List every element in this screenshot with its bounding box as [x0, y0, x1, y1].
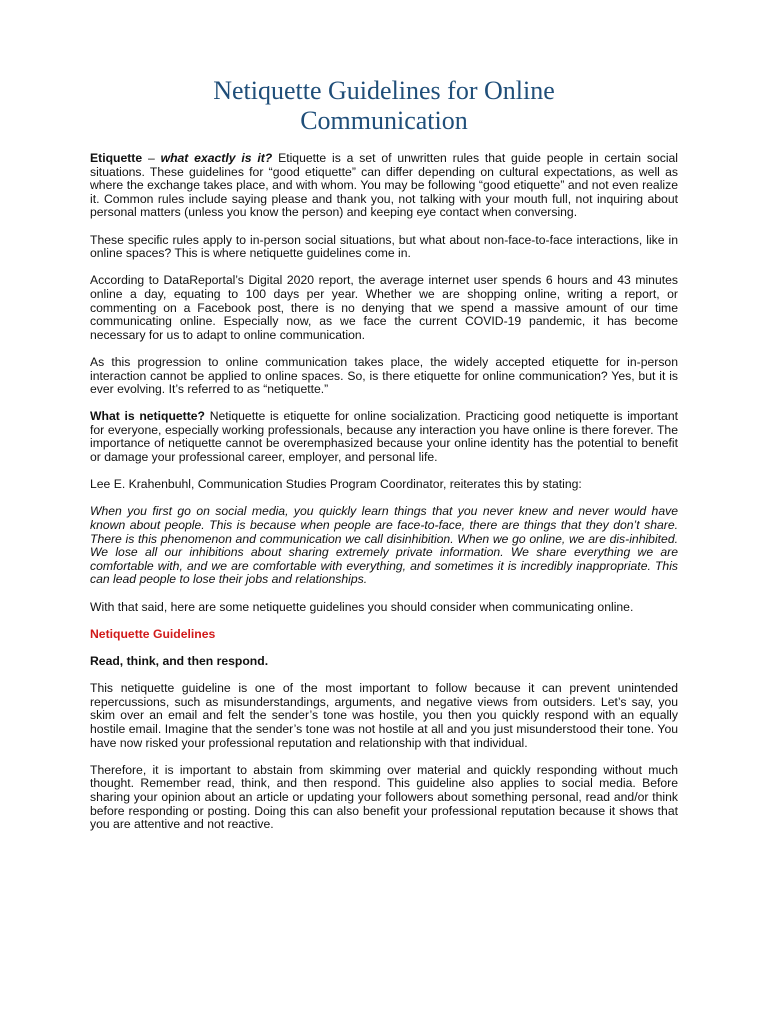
netiquette-text: Netiquette is etiquette for online socialization. Practicing good netiquette is important for everyone, especially working professionals, because any interaction you have online is there forever. The importance of netiquette cannot be overemphasized because your online identity has the potential to benefit or damage your professional career, employer, and personal life. — [90, 409, 678, 465]
paragraph-what-is-netiquette — [90, 410, 678, 464]
title-line-2: Communication — [300, 106, 468, 135]
paragraph-in-person-rules: These specific rules apply to in-person social situations, but what about non-face-to-face interactions, like in online spaces? This is where netiquette guidelines come in. — [90, 232, 678, 261]
paragraph-guideline-importance: This netiquette guideline is one of the most important to follow because it can prevent unintended repercussions, such as misunderstandings, arguments, and negative views from outsiders. Let’s say, you skim over an email and felt the sender’s tone was hostile, you then you quickly respond with an equally hostile email. Imagine that the sender’s tone was not hostile at all and you just misunderstood their tone. You have now risked your professional reputation and relationship with that individual. — [90, 681, 678, 750]
paragraph-datareportal: According to DataReportal’s Digital 2020 report, the average internet user spends 6 hours and 43 minutes online a day, equating to 100 days per year. Whether we are shopping online, writing a report, or commenting on a Facebook post, there is no denying that we spend a massive amount of our time communicating online. Especially now, as we face the current COVID-19 pandemic, it has become necessary for us to adapt to online communication. — [90, 273, 678, 342]
netiquette-lead: What is netiquette? — [90, 409, 206, 424]
paragraph-progression: As this progression to online communication takes place, the widely accepted etiquette for in-person interaction cannot be applied to online spaces. So, is there etiquette for online communication? Yes, but it is ever evolving. It’s referred to as “netiquette.” — [90, 354, 678, 397]
document-title — [90, 76, 678, 136]
document-body — [90, 152, 678, 845]
etiquette-question: what exactly is it? — [160, 151, 273, 165]
paragraph-etiquette-intro — [90, 152, 678, 220]
guideline-subheading: Read, think, and then respond. — [90, 653, 269, 668]
paragraph-with-that-said: With that said, here are some netiquette guidelines you should consider when communicating online. — [90, 599, 634, 614]
paragraph-therefore: Therefore, it is important to abstain from skimming over material and quickly responding without much thought. Remember read, think, and then respond. This guideline also applies to social media. Before sharing your opinion about an article or updating your followers about something personal, read and/or think before responding or posting. Doing this can also benefit your professional reputation because it shows that you are attentive and not reactive. — [90, 762, 678, 832]
etiquette-text: Etiquette is a set of unwritten rules that guide people in certain social situations. These guidelines for “good etiquette” can differ depending on cultural expectations, as well as where the exchange takes place, and with whom. You may be following “good etiquette” and not even realize it. Common rules include saying please and thank you, not talking with your mouth full, not inquiring about personal matters (unless you know the person) and keeping eye contact when conversing. — [90, 151, 679, 220]
paragraph-krahenbuhl: Lee E. Krahenbuhl, Communication Studies Program Coordinator, reiterates this by stating: — [90, 477, 582, 492]
title-line-1: Netiquette Guidelines for Online — [213, 76, 555, 105]
etiquette-lead: Etiquette — [90, 151, 143, 165]
block-quote: When you first go on social media, you quickly learn things that you never knew and never would have known about people. This is because when people are face-to-face, there are things that they don’t share. There is this phenomenon and communication we call disinhibition. When we go online, we are dis-inhibited. We lose all our inhibitions about sharing extremely private information. We share everything we are comfortable with, and we are comfortable with everything, and sometimes it is incredibly inappropriate. This can lead people to lose their jobs and relationships. — [90, 504, 678, 587]
etiquette-dash: – — [142, 151, 161, 165]
section-heading: Netiquette Guidelines — [90, 626, 216, 641]
